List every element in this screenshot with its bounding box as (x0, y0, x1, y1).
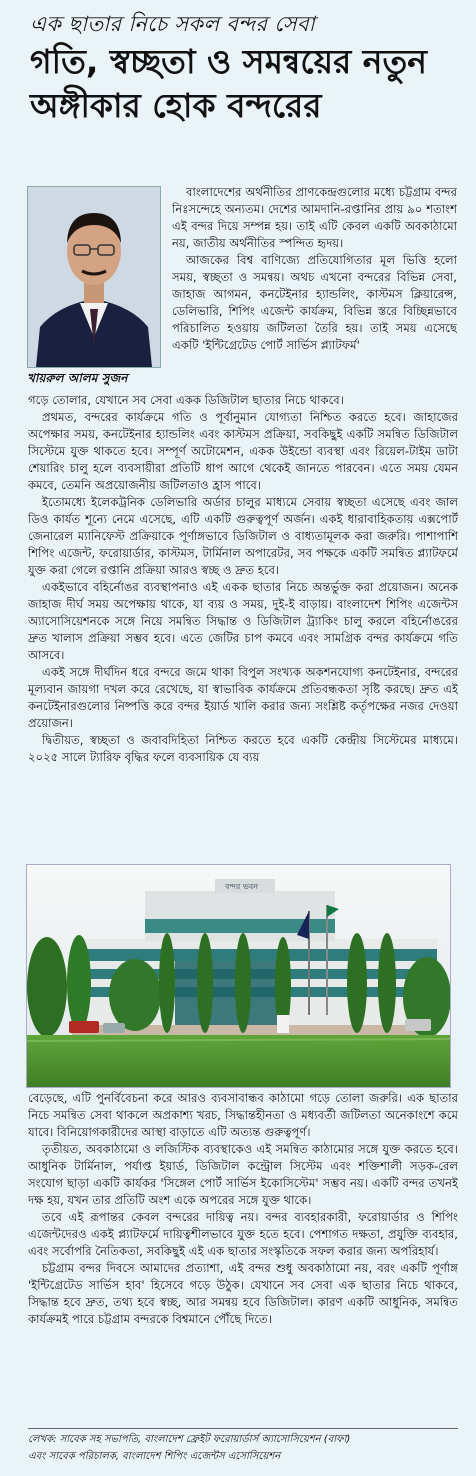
paragraph: গড়ে তোলার, যেখানে সব সেবা একক ডিজিটাল ছাতার নিচে থাকবে। (28, 393, 344, 407)
building-sign: বন্দর ভবন (225, 882, 259, 891)
author-photo (27, 186, 161, 368)
author-caption: খায়রুল আলম সুজন (27, 371, 128, 385)
paragraph: বাংলাদেশের অর্থনীতির প্রাণকেন্দ্রগুলোর মধ্যে চট্টগ্রাম বন্দর নিঃসন্দেহে অন্যতম। দেশের আমদানি-রপ্তানির প্রায় ৯০ শতাংশ এই বন্দর দিয়ে সম্পন্ন হয়। তাই এটি কেবল একটি অবকাঠামো নয়, জাতীয় অর্থনীতির স্পন্দিত হৃদয়। (172, 185, 457, 250)
kicker: এক ছাতার নিচে সকল বন্দর সেবা (30, 12, 316, 36)
paragraph: আজকের বিশ্ব বাণিজ্যে প্রতিযোগিতার মূল ভিত্তি হলো সময়, স্বচ্ছতা ও সমন্বয়। অথচ এখনো বন্দরের বিভিন্ন সেবা, জাহাজ আগমন, কনটেইনার হ্যান্ডলিং, কাস্টমস ক্লিয়ারেন্স, ডেলিভারি, শিপিং এজেন্ট কার্যক্রম, বিভিন্ন স্তরে বিচ্ছিন্নভাবে পরিচালিত হওয়ায় জটিলতা তৈরি হয়। তাই সময় এসেছে একটি 'ইন্টিগ্রেটেড পোর্ট সার্ভিস প্ল্যাটফর্ম' (172, 253, 457, 352)
author-credit-line: লেখক: সাবেক সহ সভাপতি, বাংলাদেশ ফ্রেইট ফরোয়ার্ডার্স অ্যাসোসিয়েশন (বাফা) (28, 1434, 351, 1445)
article-body-middle (28, 392, 458, 852)
paragraph: চট্টগ্রাম বন্দর দিবসে আমাদের প্রত্যাশা, এই বন্দর শুধু অবকাঠামো নয়, বরং একটি পূর্ণাঙ্গ 'ইন্টিগ্রেটেড সার্ভিস হাব' হিসেবে গড়ে উঠুক। যেখানে সব সেবা এক ছাতার নিচে থাকবে, সিদ্ধান্ত হবে দ্রুত, তথ্য হবে স্বচ্ছ, আর সমন্বয় হবে ডিজিটাল। কারণ একটি আধুনিক, সমন্বিত কার্যক্রমই পারে চট্টগ্রাম বন্দরকে বিশ্বমানে পৌঁছে দিতে। (28, 1261, 458, 1326)
port-building-photo (26, 864, 451, 1088)
paragraph: দ্বিতীয়ত, স্বচ্ছতা ও জবাবদিহিতা নিশ্চিত করতে হবে একটি কেন্দ্রীয় সিস্টেমের মাধ্যমে। ২০২৫ সালে ট্যারিফ বৃদ্ধির ফলে ব্যবসায়িক যে ব্যয় (28, 733, 458, 764)
paragraph: একইভাবে বহির্নোঙর ব্যবস্থাপনাও এই একক ছাতার নিচে অন্তর্ভুক্ত করা প্রয়োজন। অনেক জাহাজ দীর্ঘ সময় অপেক্ষায় থাকে, যা ব্যয় ও সময়, দুই-ই বাড়ায়। বাংলাদেশ শিপিং এজেন্টস অ্যাসোসিয়েশনকে সঙ্গে নিয়ে সমন্বিত সিদ্ধান্ত ও ডিজিটাল ট্র্যাকিং চালু করলে বহির্নোঙরের দ্রুত খালাস প্রক্রিয়া সম্ভব হবে। এতে জেটির চাপ কমবে এবং সামগ্রিক বন্দর কার্যক্রমে গতি আসবে। (28, 580, 458, 662)
paragraph: একই সঙ্গে দীর্ঘদিন ধরে বন্দরে জমে থাকা বিপুল সংখ্যক অকশনযোগ্য কনটেইনার, বন্দরের মূল্যবান জায়গা দখল করে রেখেছে, যা স্বাভাবিক কার্যক্রমে প্রতিবন্ধকতা সৃষ্টি করছে। দ্রুত এই কনটেইনারগুলোর নিষ্পত্তি করে বন্দর ইয়ার্ড খালি করার জন্য সংশ্লিষ্ট কর্তৃপক্ষের নজর দেওয়া প্রয়োজন। (28, 665, 458, 730)
paragraph: তবে এই রূপান্তর কেবল বন্দরের দায়িত্ব নয়। বন্দর ব্যবহারকারী, ফরোয়ার্ডার ও শিপিং এজেন্টদেরও একই প্ল্যাটফর্মে দায়িত্বশীলভাবে যুক্ত হতে হবে। পেশাগত দক্ষতা, প্রযুক্তি ব্যবহার, এবং সর্বোপরি নৈতিকতা, সবকিছুই এই এক ছাতার সংস্কৃতিকে সফল করার জন্য অপরিহার্য। (28, 1210, 458, 1258)
port-building-graphic (27, 865, 450, 1087)
paragraph: প্রথমত, বন্দরের কার্যক্রমে গতি ও পূর্বানুমান যোগ্যতা নিশ্চিত করতে হবে। জাহাজের অপেক্ষার সময়, কনটেইনার হ্যান্ডলিং এবং কাস্টমস প্রক্রিয়া, সবকিছুই একটি সমন্বিত ডিজিটাল সিস্টেমে যুক্ত থাকতে হবে। সম্পূর্ণ অটোমেশন, একক উইন্ডো ব্যবস্থা এবং রিয়েল-টাইম ডাটা শেয়ারিং চালু হলে ব্যবসায়ীরা প্রতিটি ধাপ আগে থেকেই জানতে পারবেন। এতে সময় যেমন কমবে, তেমনি অপ্রয়োজনীয় জটিলতাও হ্রাস পাবে। (28, 410, 458, 492)
author-credit (28, 1428, 458, 1465)
paragraph: বেড়েছে, এটি পুনর্বিবেচনা করে আরও ব্যবসাবান্ধব কাঠামো গড়ে তোলা জরুরি। এক ছাতার নিচে সমন্বিত সেবা থাকলে অপ্রকাশ্য খরচ, সিদ্ধান্তহীনতা ও মধ্যবর্তী জটিলতা অনেকাংশে কমে যাবে। বিনিয়োগকারীদের আস্থা বাড়াতে এটি অত্যন্ত গুরুত্বপূর্ণ। (28, 1091, 458, 1139)
headline: গতি, স্বচ্ছতা ও সমন্বয়ের নতুন অঙ্গীকার হোক বন্দরের (30, 42, 427, 125)
article-body-top (172, 184, 457, 386)
paragraph: তৃতীয়ত, অবকাঠামো ও লজিস্টিক ব্যবস্থাকেও এই সমন্বিত কাঠামোর সঙ্গে যুক্ত করতে হবে। আধুনিক টার্মিনাল, পর্যাপ্ত ইয়ার্ড, ডিজিটাল কন্ট্রোল সিস্টেম এবং শক্তিশালী সড়ক-রেল সংযোগ ছাড়া একটি কার্যকর 'সিঙ্গেল পোর্ট সার্ভিস ইকোসিস্টেম' সম্ভব নয়। একটি বন্দর তখনই দক্ষ হয়, যখন তার প্রতিটি অংশ একে অপরের সঙ্গে যুক্ত থাকে। (28, 1142, 458, 1207)
article-body-bottom (28, 1090, 458, 1420)
author-portrait-graphic (28, 187, 160, 367)
author-credit-line: এবং সাবেক পরিচালক, বাংলাদেশ শিপিং এজেন্টস এসোসিয়েশন (28, 1451, 281, 1462)
paragraph: ইতোমধ্যে ইলেকট্রনিক ডেলিভারি অর্ডার চালুর মাধ্যমে সেবায় স্বচ্ছতা এসেছে এবং জাল ডিও কার্যত শূন্যে নেমে এসেছে, এটি একটি গুরুত্বপূর্ণ অর্জন। একই ধারাবাহিকতায় এক্সপোর্ট জেনারেল ম্যানিফেস্ট প্রক্রিয়াকে পূর্ণাঙ্গভাবে ডিজিটাল ও বাধ্যতামূলক করা জরুরি। পাশাপাশি শিপিং এজেন্ট, ফরোয়ার্ডার, কাস্টমস, টার্মিনাল অপারেটর, সব পক্ষকে একটি সমন্বিত প্ল্যাটফর্মে যুক্ত করা গেলে রপ্তানি প্রক্রিয়া আরও স্বচ্ছ ও দ্রুত হবে। (28, 495, 458, 577)
